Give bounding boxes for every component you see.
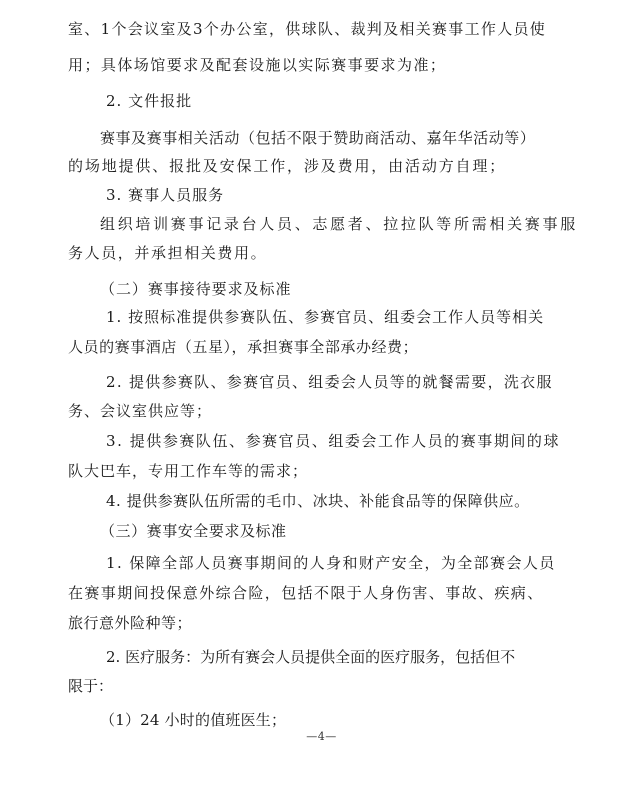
subsection-heading-document-approval: 2. 文件报批: [106, 92, 193, 110]
body-text-line: 室、1个会议室及3个办公室，供球队、裁判及相关赛事工作人员使: [68, 20, 547, 38]
list-item: （1）24 小时的值班医生；: [100, 711, 287, 729]
body-text-line: 4. 提供参赛队伍所需的毛巾、冰块、补能食品等的保障供应。: [106, 492, 530, 510]
body-text-line: 组织培训赛事记录台人员、志愿者、拉拉队等所需相关赛事服: [100, 215, 578, 233]
body-text-line: 队大巴车，专用工作车等的需求；: [68, 462, 309, 480]
body-text-line: 旅行意外险种等；: [68, 614, 193, 632]
body-text-line: 1. 按照标准提供参赛队伍、参赛官员、组委会工作人员等相关: [106, 308, 545, 326]
body-text-line: 限于：: [68, 677, 114, 695]
body-text-line: 用；具体场馆要求及配套设施以实际赛事要求为准；: [68, 56, 447, 74]
body-text-line: 2. 医疗服务：为所有赛会人员提供全面的医疗服务，包括但不: [106, 648, 516, 666]
body-text-line: 2. 提供参赛队、参赛官员、组委会人员等的就餐需要，洗衣服: [106, 373, 553, 391]
body-text-line: 1. 保障全部人员赛事期间的人身和财产安全，为全部赛会人员: [106, 554, 556, 572]
page-number: —4—: [306, 730, 337, 743]
section-heading-safety-standards: （三）赛事安全要求及标准: [100, 522, 287, 540]
body-text-line: 3. 提供参赛队伍、参赛官员、组委会工作人员的赛事期间的球: [106, 432, 561, 450]
body-text-line: 的场地提供、报批及安保工作，涉及费用，由活动方自理；: [68, 157, 507, 175]
subsection-heading-event-staff-services: 3. 赛事人员服务: [106, 186, 225, 204]
body-text-line: 务人员，并承担相关费用。: [68, 244, 268, 262]
body-text-line: 在赛事期间投保意外综合险，包括不限于人身伤害、事故、疾病、: [68, 584, 544, 602]
body-text-line: 务、会议室供应等；: [68, 402, 213, 420]
section-heading-reception-standards: （二）赛事接待要求及标准: [100, 280, 292, 298]
body-text-line: 赛事及赛事相关活动（包括不限于赞助商活动、嘉年华活动等）: [100, 129, 536, 147]
body-text-line: 人员的赛事酒店（五星），承担赛事全部承办经费；: [68, 338, 419, 356]
